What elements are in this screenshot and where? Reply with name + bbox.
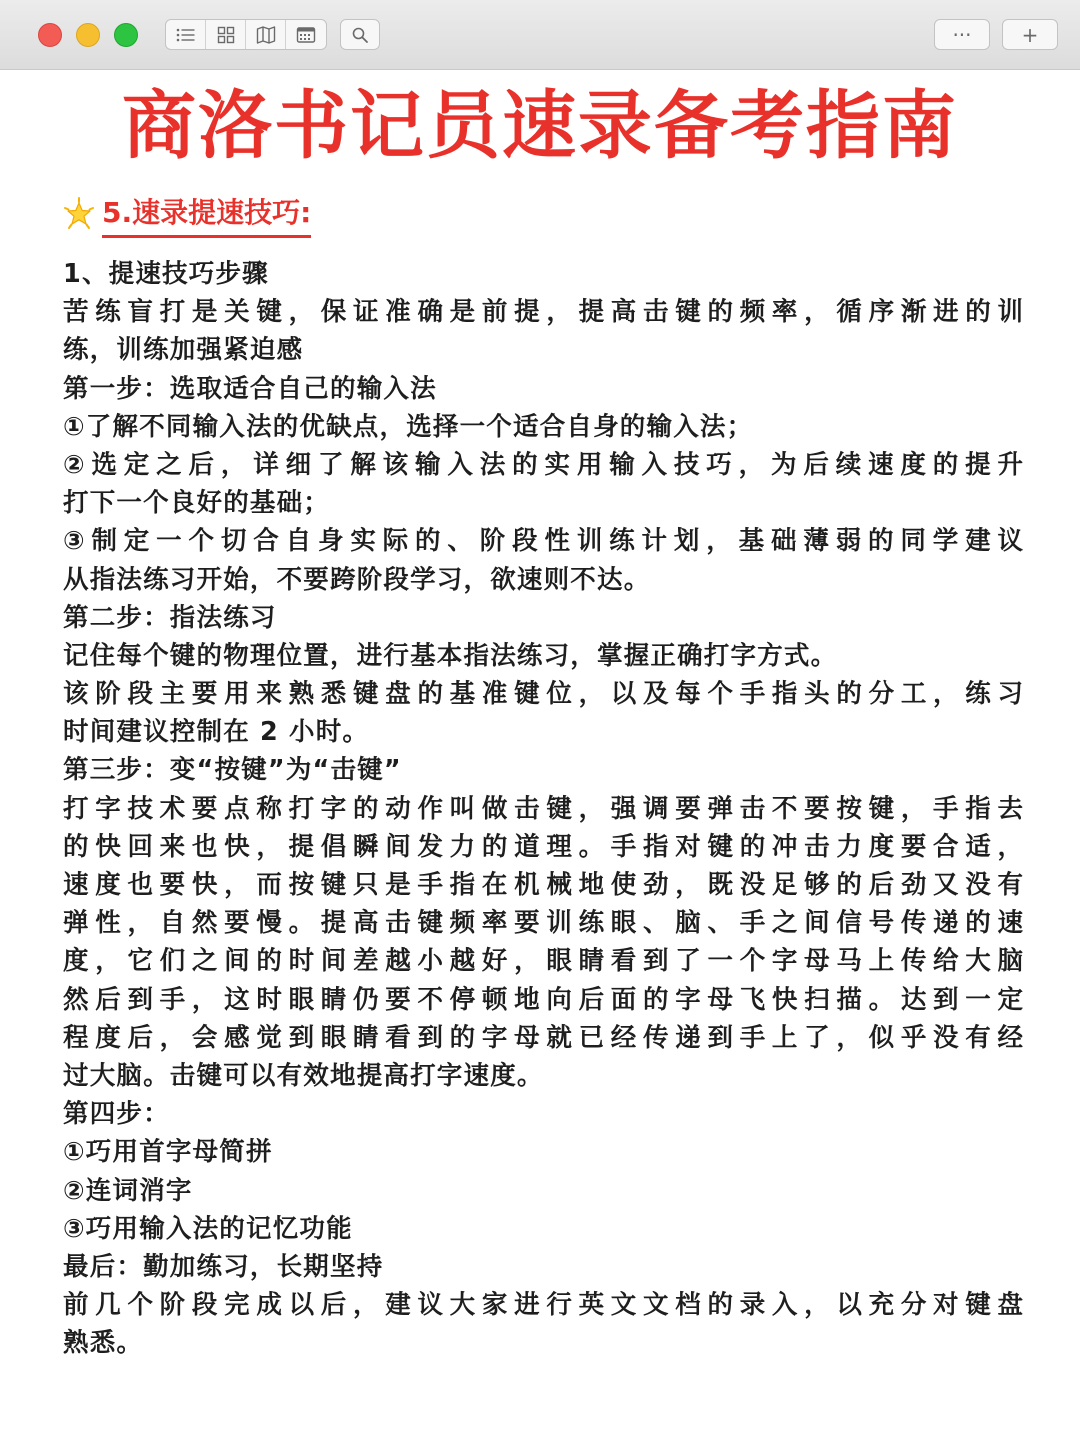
text-line: 弹性，自然要慢。提高击键频率要训练眼、脑、手之间信号传递的速 xyxy=(63,908,1023,939)
text-line: 1、提速技巧步骤 xyxy=(63,259,269,289)
text-line: 第三步：变“按键”为“击键” xyxy=(63,755,402,786)
text-line: 第四步： xyxy=(63,1099,170,1130)
grid-view-button[interactable] xyxy=(206,20,246,49)
text-line: ②选定之后，详细了解该输入法的实用输入技巧，为后续速度的提升 xyxy=(63,449,1023,480)
list-icon xyxy=(176,27,196,43)
text-line: ③巧用输入法的记忆功能 xyxy=(63,1213,353,1244)
star-icon xyxy=(62,197,96,231)
text-line: 第一步：选取适合自己的输入法 xyxy=(63,373,437,404)
text-line: ①了解不同输入法的优缺点，选择一个适合自身的输入法； xyxy=(63,411,754,442)
grid-icon xyxy=(217,26,235,44)
text-line: ③制定一个切合自身实际的、阶段性训练计划，基础薄弱的同学建议 xyxy=(63,526,1023,557)
close-window-button[interactable] xyxy=(38,23,62,47)
page-title: 商洛书记员速录备考指南 xyxy=(122,83,958,169)
map-view-button[interactable] xyxy=(246,20,286,49)
text-line: 度，它们之间的时间差越小越好，眼睛看到了一个字母马上传给大脑 xyxy=(63,946,1023,977)
minimize-window-button[interactable] xyxy=(76,23,100,47)
text-line: 最后：勤加练习，长期坚持 xyxy=(63,1251,384,1282)
text-line: 熟悉。 xyxy=(63,1328,144,1359)
text-line: 前几个阶段完成以后，建议大家进行英文文档的录入，以充分对键盘 xyxy=(63,1290,1023,1321)
text-line: 练，训练加强紧迫感 xyxy=(63,335,304,366)
text-line: 速度也要快，而按键只是手指在机械地使劲，既没足够的后劲又没有 xyxy=(63,870,1023,900)
more-button[interactable]: ··· xyxy=(934,19,990,50)
text-line: 打字技术要点称打字的动作叫做击键，强调要弹击不要按键，手指去 xyxy=(63,793,1023,824)
calendar-icon xyxy=(296,26,316,44)
text-line: 从指法练习开始，不要跨阶段学习，欲速则不达。 xyxy=(63,564,651,595)
text-line: 的快回来也快，提倡瞬间发力的道理。手指对键的冲击力度要合适， xyxy=(63,831,1023,862)
text-line: 然后到手，这时眼睛仍要不停顿地向后面的字母飞快扫描。达到一定 xyxy=(63,984,1023,1015)
search-icon xyxy=(351,26,369,44)
view-switcher xyxy=(165,19,327,50)
text-line: 该阶段主要用来熟悉键盘的基准键位，以及每个手指头的分工，练习 xyxy=(63,679,1023,710)
search-button[interactable] xyxy=(340,19,380,50)
text-line: 程度后，会感觉到眼睛看到的字母就已经传递到手上了，似乎没有经 xyxy=(63,1022,1023,1053)
text-line: ①巧用首字母简拼 xyxy=(63,1137,273,1168)
section-header xyxy=(62,192,311,236)
text-line: ②连词消字 xyxy=(63,1175,193,1206)
list-view-button[interactable] xyxy=(166,20,206,49)
text-line: 记住每个键的物理位置，进行基本指法练习，掌握正确打字方式。 xyxy=(63,640,838,671)
article-body xyxy=(63,255,1023,1362)
window-titlebar xyxy=(0,0,1080,70)
text-line: 过大脑。击键可以有效地提高打字速度。 xyxy=(63,1060,544,1091)
map-icon xyxy=(256,26,276,44)
text-line: 第二步：指法练习 xyxy=(63,602,277,633)
text-line: 苦练盲打是关键，保证准确是前提，提高击键的频率，循序渐进的训 xyxy=(63,297,1023,328)
zoom-window-button[interactable] xyxy=(114,23,138,47)
text-line: 打下一个良好的基础； xyxy=(63,488,331,519)
text-line: 时间建议控制在 2 小时。 xyxy=(63,717,370,748)
add-button[interactable]: + xyxy=(1002,19,1058,50)
calendar-view-button[interactable] xyxy=(286,20,326,49)
section-heading: 5.速录提速技巧: xyxy=(102,191,311,238)
